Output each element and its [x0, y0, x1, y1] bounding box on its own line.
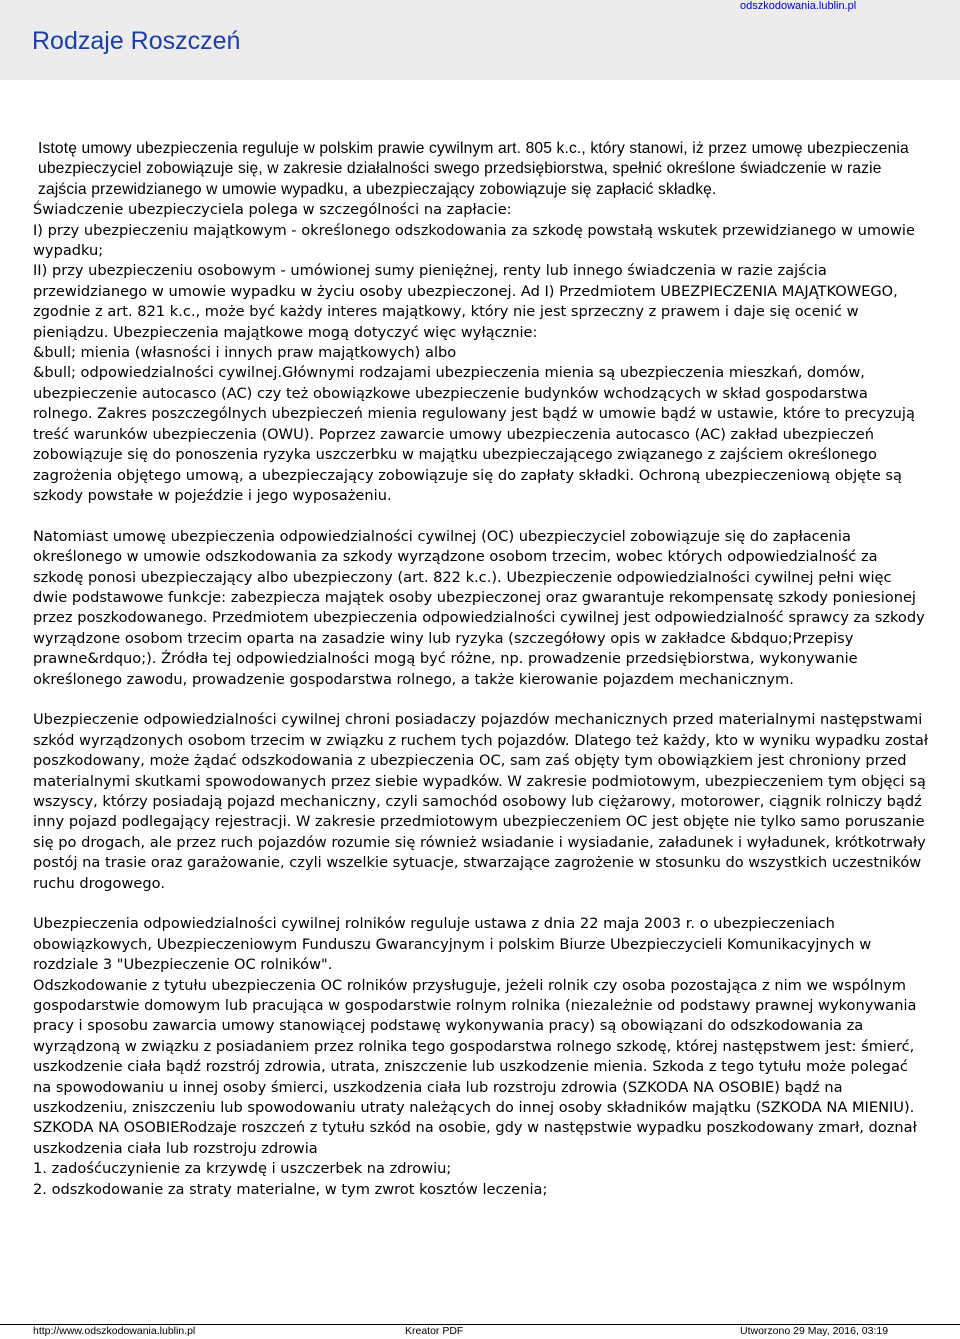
page-title: Rodzaje Roszczeń [32, 27, 241, 55]
paragraph-intro: Istotę umowy ubezpieczenia reguluje w polskim prawie cywilnym art. 805 k.c., który stanowi, iż przez umowę ubezpieczenia ubezpieczyciel zobowiązuje się, w zakresie działalności swego przedsiębiorstwa, spełnić określone świadczenie w razie zajścia przewidzianego w umowie wypadku, a ubezpieczający zobowiązuje się zapłacić składkę. [38, 140, 909, 198]
paragraph-farmer-compensation: Odszkodowanie z tytułu ubezpieczenia OC rolników przysługuje, jeżeli rolnik czy osoba pozostająca z nim we wspólnym gospodarstwie domowym lub pracująca w gospodarstwie rolnym rolnika (niezależnie od podstawy prawnej wykonywania pracy i sposobu zawarcia umowy stanowiącej podstawę wykonywania pracy) są obowiązani do odszkodowania za wyrządzoną w związku z posiadaniem przez rolnika tego gospodarstwa rolnego szkodę, której następstwem jest: śmierć, uszkodzenie ciała bądź rozstrój zdrowia, utrata, zniszczenie lub uszkodzenie mienia. Szkoda z tego tytułu może polegać na spowodowaniu u innej osoby śmierci, uszkodzenia ciała lub rozstroju zdrowia (SZKODA NA OSOBIE) bądź na uszkodzeniu, zniszczeniu lub spowodowaniu utraty należących do innej osoby składników majątku (SZKODA NA MIENIU). SZKODA NA OSOBIERodzaje roszczeń z tytułu szkód na osobie, gdy w następstwie wypadku poszkodowany zmarł, doznał uszkodzenia ciała lub rozstroju zdrowia [33, 976, 917, 1157]
page-footer [0, 1324, 960, 1339]
claims-list [33, 1159, 928, 1200]
paragraph-vehicle-oc: Ubezpieczenie odpowiedzialności cywilnej chroni posiadaczy pojazdów mechanicznych przed materialnymi następstwami szkód wyrządzonych osobom trzecim w związku z ruchem tych pojazdów. Dlatego też każdy, kto w wyniku wypadku został poszkodowany, może żądać odszkodowania z ubezpieczenia OC, sam zaś objęty tym obowiązkiem jest chroniony przed materialnymi skutkami spowodowanych przez siebie wypadków. W zakresie podmiotowym, ubezpieczeniem tym objęci są wszyscy, którzy posiadają pojazd mechaniczny, czyli samochód osobowy lub ciężarowy, motorower, ciągnik rolniczy bądź inny pojazd podlegający rejestracji. W zakresie przedmiotowym ubezpieczeniem OC jest objęte nie tylko samo poruszanie się po drogach, ale przez ruch pojazdów rozumie się również wsiadanie i wysiadanie, załadunek i wyładunek, krótkotrwały postój na trasie oraz garażowanie, czyli wszelkie sytuacje, stwarzające zagrożenie w stosunku do wszystkich uczestników ruchu drogowego. [33, 711, 928, 892]
footer-created: Utworzono 29 May, 2016, 03:19 [740, 1325, 889, 1337]
list-item: 2. odszkodowanie za straty materialne, w tym zwrot kosztów leczenia; [33, 1180, 548, 1198]
paragraph-oc: Natomiast umowę ubezpieczenia odpowiedzialności cywilnej (OC) ubezpieczyciel zobowiązuje się do zapłacenia określonego w umowie odszkodowania za szkody wyrządzone osobom trzecim, wobec których odpowiedzialność za szkodę ponosi ubezpieczający albo ubezpieczony (art. 822 k.c.). Ubezpieczenie odpowiedzialności cywilnej pełni więc dwie podstawowe funkcje: zabezpiecza majątek osoby ubezpieczonej oraz gwarantuje rekompensatę szkody poniesionej przez poszkodowanego. Przedmiotem ubezpieczenia odpowiedzialności cywilnej jest odpowiedzialność sprawcy za szkody wyrządzone osobom trzecim oparta na zasadzie winy lub ryzyka (szczegółowy opis w zakładce &bdquo;Przepisy prawne&rdquo;). Źródła tej odpowiedzialności mogą być różne, np. prowadzenie przedsiębiorstwa, wykonywanie określonego zawodu, prowadzenie gospodarstwa rolnego, a także kierowanie pojazdem mechanicznym. [33, 527, 925, 688]
paragraph-personal-insurance: II) przy ubezpieczeniu osobowym - umówionej sumy pieniężnej, renty lub innego świadczenia w razie zajścia przewidzianego w umowie wypadku w życiu osoby ubezpieczonej. Ad I) Przedmiotem UBEZPIECZENIA MAJĄTKOWEGO, zgodnie z art. 821 k.c., może być każdy interes majątkowy, który nie jest sprzeczny z prawem i daje się ocenić w pieniądzu. Ubezpieczenia majątkowe mogą dotyczyć więc wyłącznie: [33, 262, 898, 341]
paragraph-farmer-oc: Ubezpieczenia odpowiedzialności cywilnej rolników reguluje ustawa z dnia 22 maja 2003 r. o ubezpieczeniach obowiązkowych, Ubezpieczeniowym Funduszu Gwarancyjnym i polskim Biurze Ubezpieczycieli Komunikacyjnych w rozdziale 3 "Ubezpieczenie OC rolników". [33, 915, 872, 974]
article-body [33, 139, 928, 1200]
header-url[interactable]: odszkodowania.lublin.pl [740, 0, 857, 12]
paragraph-property-insurance: I) przy ubezpieczeniu majątkowym - określonego odszkodowania za szkodę powstałą wskutek przewidzianego w umowie wypadku; [33, 221, 915, 260]
paragraph-bullet-property: &bull; mienia (własności i innych praw majątkowych) albo [33, 344, 457, 362]
list-item: 1. zadośćuczynienie za krzywdę i uszczerbek na zdrowiu; [33, 1160, 452, 1178]
footer-url[interactable]: http://www.odszkodowania.lublin.pl [33, 1325, 196, 1337]
footer-generator: Kreator PDF [405, 1325, 464, 1337]
paragraph-bullet-liability: &bull; odpowiedzialności cywilnej.Głównymi rodzajami ubezpieczenia mienia są ubezpieczenia mieszkań, domów, ubezpieczenie autocasco (AC) czy też obowiązkowe ubezpieczenie budynków wchodzących w skład gospodarstwa rolnego. Zakres poszczególnych ubezpieczeń mienia regulowany jest bądź w umowie bądź w ustawie, które to precyzują treść warunków ubezpieczenia (OWU). Poprzez zawarcie umowy ubezpieczenia autocasco (AC) zakład ubezpieczeń zobowiązuje się do ponoszenia ryzyka uszczerbku w majątku ubezpieczającego związanego z zajściem określonego zagrożenia objętego umową, a ubezpieczający zobowiązuje się do zapłaty składki. Ochroną ubezpieczeniową objęte są szkody powstałe w pojeździe i jego wyposażeniu. [33, 364, 915, 504]
paragraph-benefit: Świadczenie ubezpieczyciela polega w szczególności na zapłacie: [33, 201, 512, 219]
